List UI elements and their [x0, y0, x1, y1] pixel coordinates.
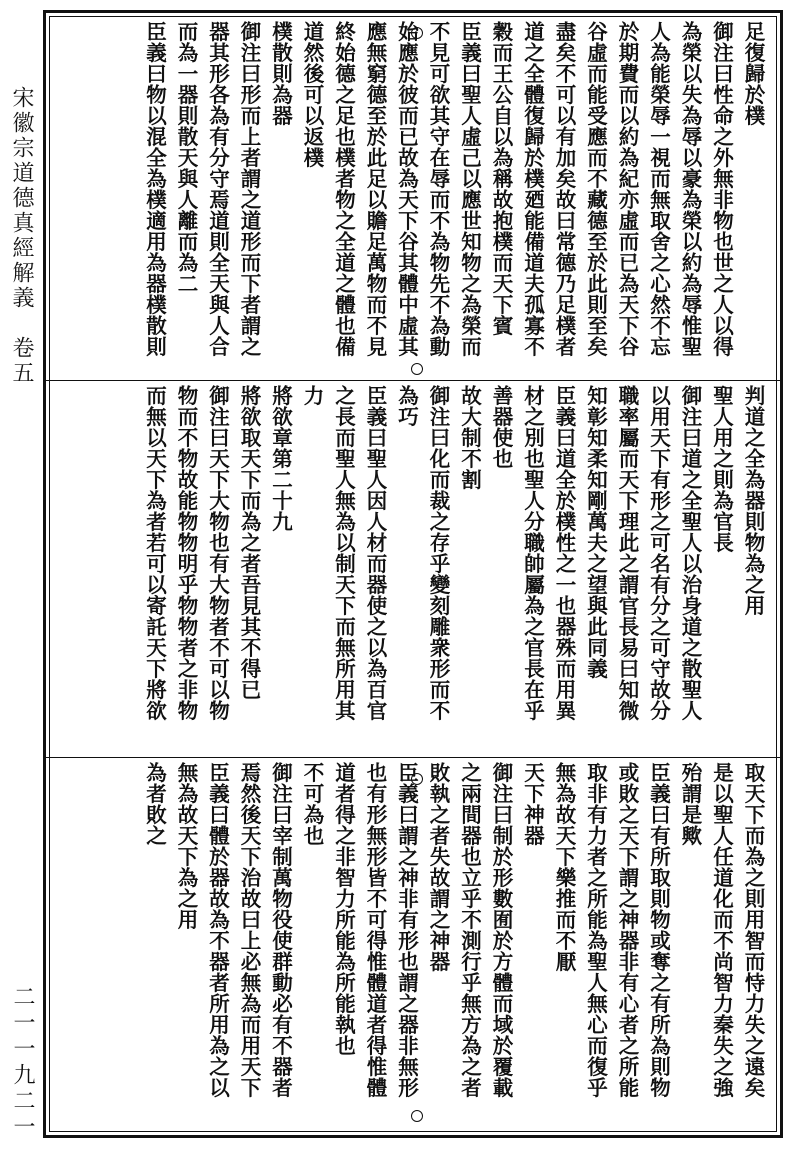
text-column: 力 — [300, 385, 324, 406]
text-column: 御注曰性命之外無非物也世之人以得 — [709, 21, 734, 357]
text-column: 人為能榮辱一視而無取舍之心然不忘 — [646, 21, 671, 357]
text-column: 之長而聖人無為以制天下而無所用其 — [331, 385, 356, 721]
text-column: 取天下而為之則用智而恃力失之遠矣 — [741, 762, 765, 1098]
margin-page-number: 二一一九二一 — [10, 985, 35, 1141]
circle-mark-4 — [411, 1110, 423, 1122]
text-column: 物而不物故能物物明乎物物者之非物 — [174, 385, 198, 721]
text-column: 御注曰制於形數囿於方體而域於覆載 — [489, 762, 513, 1098]
text-column: 而無以天下為者若可以寄託天下將欲 — [142, 385, 167, 721]
text-column: 道然後可以返樸 — [300, 21, 324, 168]
page-frame — [43, 10, 783, 1138]
text-column: 盡矣不可以有加矣故曰常德乃足樸者 — [552, 21, 576, 357]
text-column: 之兩間器也立乎不測行乎無方為之者 — [457, 762, 482, 1098]
register-divider-1 — [46, 380, 780, 381]
text-column: 善器使也 — [489, 385, 513, 469]
text-column: 職率屬而天下理此之謂官長易曰知微 — [615, 385, 639, 721]
margin-book-title: 宋徽宗道德真經解義 卷五 — [9, 86, 34, 386]
text-column: 御注曰宰制萬物役使群動必有不器者 — [268, 762, 293, 1098]
register-divider-2 — [46, 757, 780, 758]
text-column: 臣義曰物以混全為樸適用為器樸散則 — [142, 21, 167, 357]
text-column: 殆謂是歟 — [678, 762, 702, 846]
text-column: 為者敗之 — [142, 762, 167, 846]
text-column: 焉然後天下治故曰上必無為而用天下 — [237, 762, 261, 1098]
text-column: 是以聖人任道化而不尚智力秦失之強 — [709, 762, 734, 1098]
text-column: 也有形無形皆不可得惟體道者得惟體 — [363, 762, 387, 1098]
text-column: 以用天下有形之可名有分之可守故分 — [646, 385, 671, 721]
text-column: 穀而王公自以為稱故抱樸而天下賓 — [489, 21, 513, 336]
text-column: 無為故天下樂推而不厭 — [552, 762, 576, 972]
text-column: 於期費而以約為紀亦虛而已為天下谷 — [615, 21, 639, 357]
register-middle — [50, 385, 776, 753]
text-column: 臣義曰聖人因人材而器使之以為百官 — [363, 385, 387, 721]
text-column: 敗執之者失故謂之神器 — [426, 762, 450, 972]
text-column: 判道之全為器則物為之用 — [741, 385, 765, 616]
text-column: 為榮以失為辱以豪為榮以約為辱惟聖 — [678, 21, 702, 357]
circle-mark-2 — [411, 363, 423, 375]
text-column: 臣義曰聖人虛己以應世知物之為榮而 — [457, 21, 482, 357]
text-column: 足復歸於樸 — [741, 21, 765, 126]
text-column: 或敗之天下謂之神器非有心者之所能 — [615, 762, 639, 1098]
text-column: 御注曰天下大物也有大物者不可以物 — [205, 385, 230, 721]
text-column: 御注曰形而上者謂之道形而下者謂之 — [237, 21, 261, 357]
text-column: 故大制不割 — [457, 385, 482, 490]
text-column: 終始德之足也樸者物之全道之體也備 — [331, 21, 356, 357]
text-column: 聖人用之則為官長 — [709, 385, 734, 553]
text-column: 無為故天下為之用 — [174, 762, 198, 930]
text-column: 不見可欲其守在辱而不為物先不為動 — [426, 21, 450, 357]
text-column: 應無窮德至於此足以贍足萬物而不見 — [363, 21, 387, 357]
text-column: 取非有力者之所能為聖人無心而復乎 — [583, 762, 608, 1098]
text-column: 始應於彼而已故為天下谷其體中虛其 — [394, 21, 419, 357]
circle-mark-3 — [411, 773, 423, 785]
text-column: 為巧 — [394, 385, 419, 427]
text-column: 不可為也 — [300, 762, 324, 846]
text-column: 御注曰化而裁之存乎變刻雕衆形而不 — [426, 385, 450, 721]
text-column: 將欲章第二十九 — [268, 385, 293, 532]
text-column: 道者得之非智力所能為所能執也 — [331, 762, 356, 1056]
text-column: 道之全體復歸於樸廼能備道夫孤寡不 — [520, 21, 545, 357]
text-column: 天下神器 — [520, 762, 545, 846]
text-column: 御注曰道之全聖人以治身道之散聖人 — [678, 385, 702, 721]
text-column: 樸散則為器 — [268, 21, 293, 126]
circle-mark-1 — [411, 27, 423, 39]
text-column: 將欲取天下而為之者吾見其不得已 — [237, 385, 261, 700]
text-column: 臣義曰體於器故為不器者所用為之以 — [205, 762, 230, 1098]
register-upper — [50, 21, 776, 377]
text-column: 器其形各為有分守焉道則全天與人合 — [205, 21, 230, 357]
text-column: 而為一器則散天與人離而為二 — [174, 21, 198, 294]
text-column: 材之別也聖人分職帥屬為之官長在乎 — [520, 385, 545, 721]
text-column: 臣義曰道全於樸性之一也器殊而用異 — [552, 385, 576, 721]
register-lower — [50, 762, 776, 1132]
text-column: 臣義曰有所取則物或奪之有所為則物 — [646, 762, 671, 1098]
text-column: 谷虛而能受應而不藏德至於此則至矣 — [583, 21, 608, 357]
text-column: 知彰知柔知剛萬夫之望與此同義 — [583, 385, 608, 679]
text-column: 臣義曰謂之神非有形也謂之器非無形 — [394, 762, 419, 1098]
